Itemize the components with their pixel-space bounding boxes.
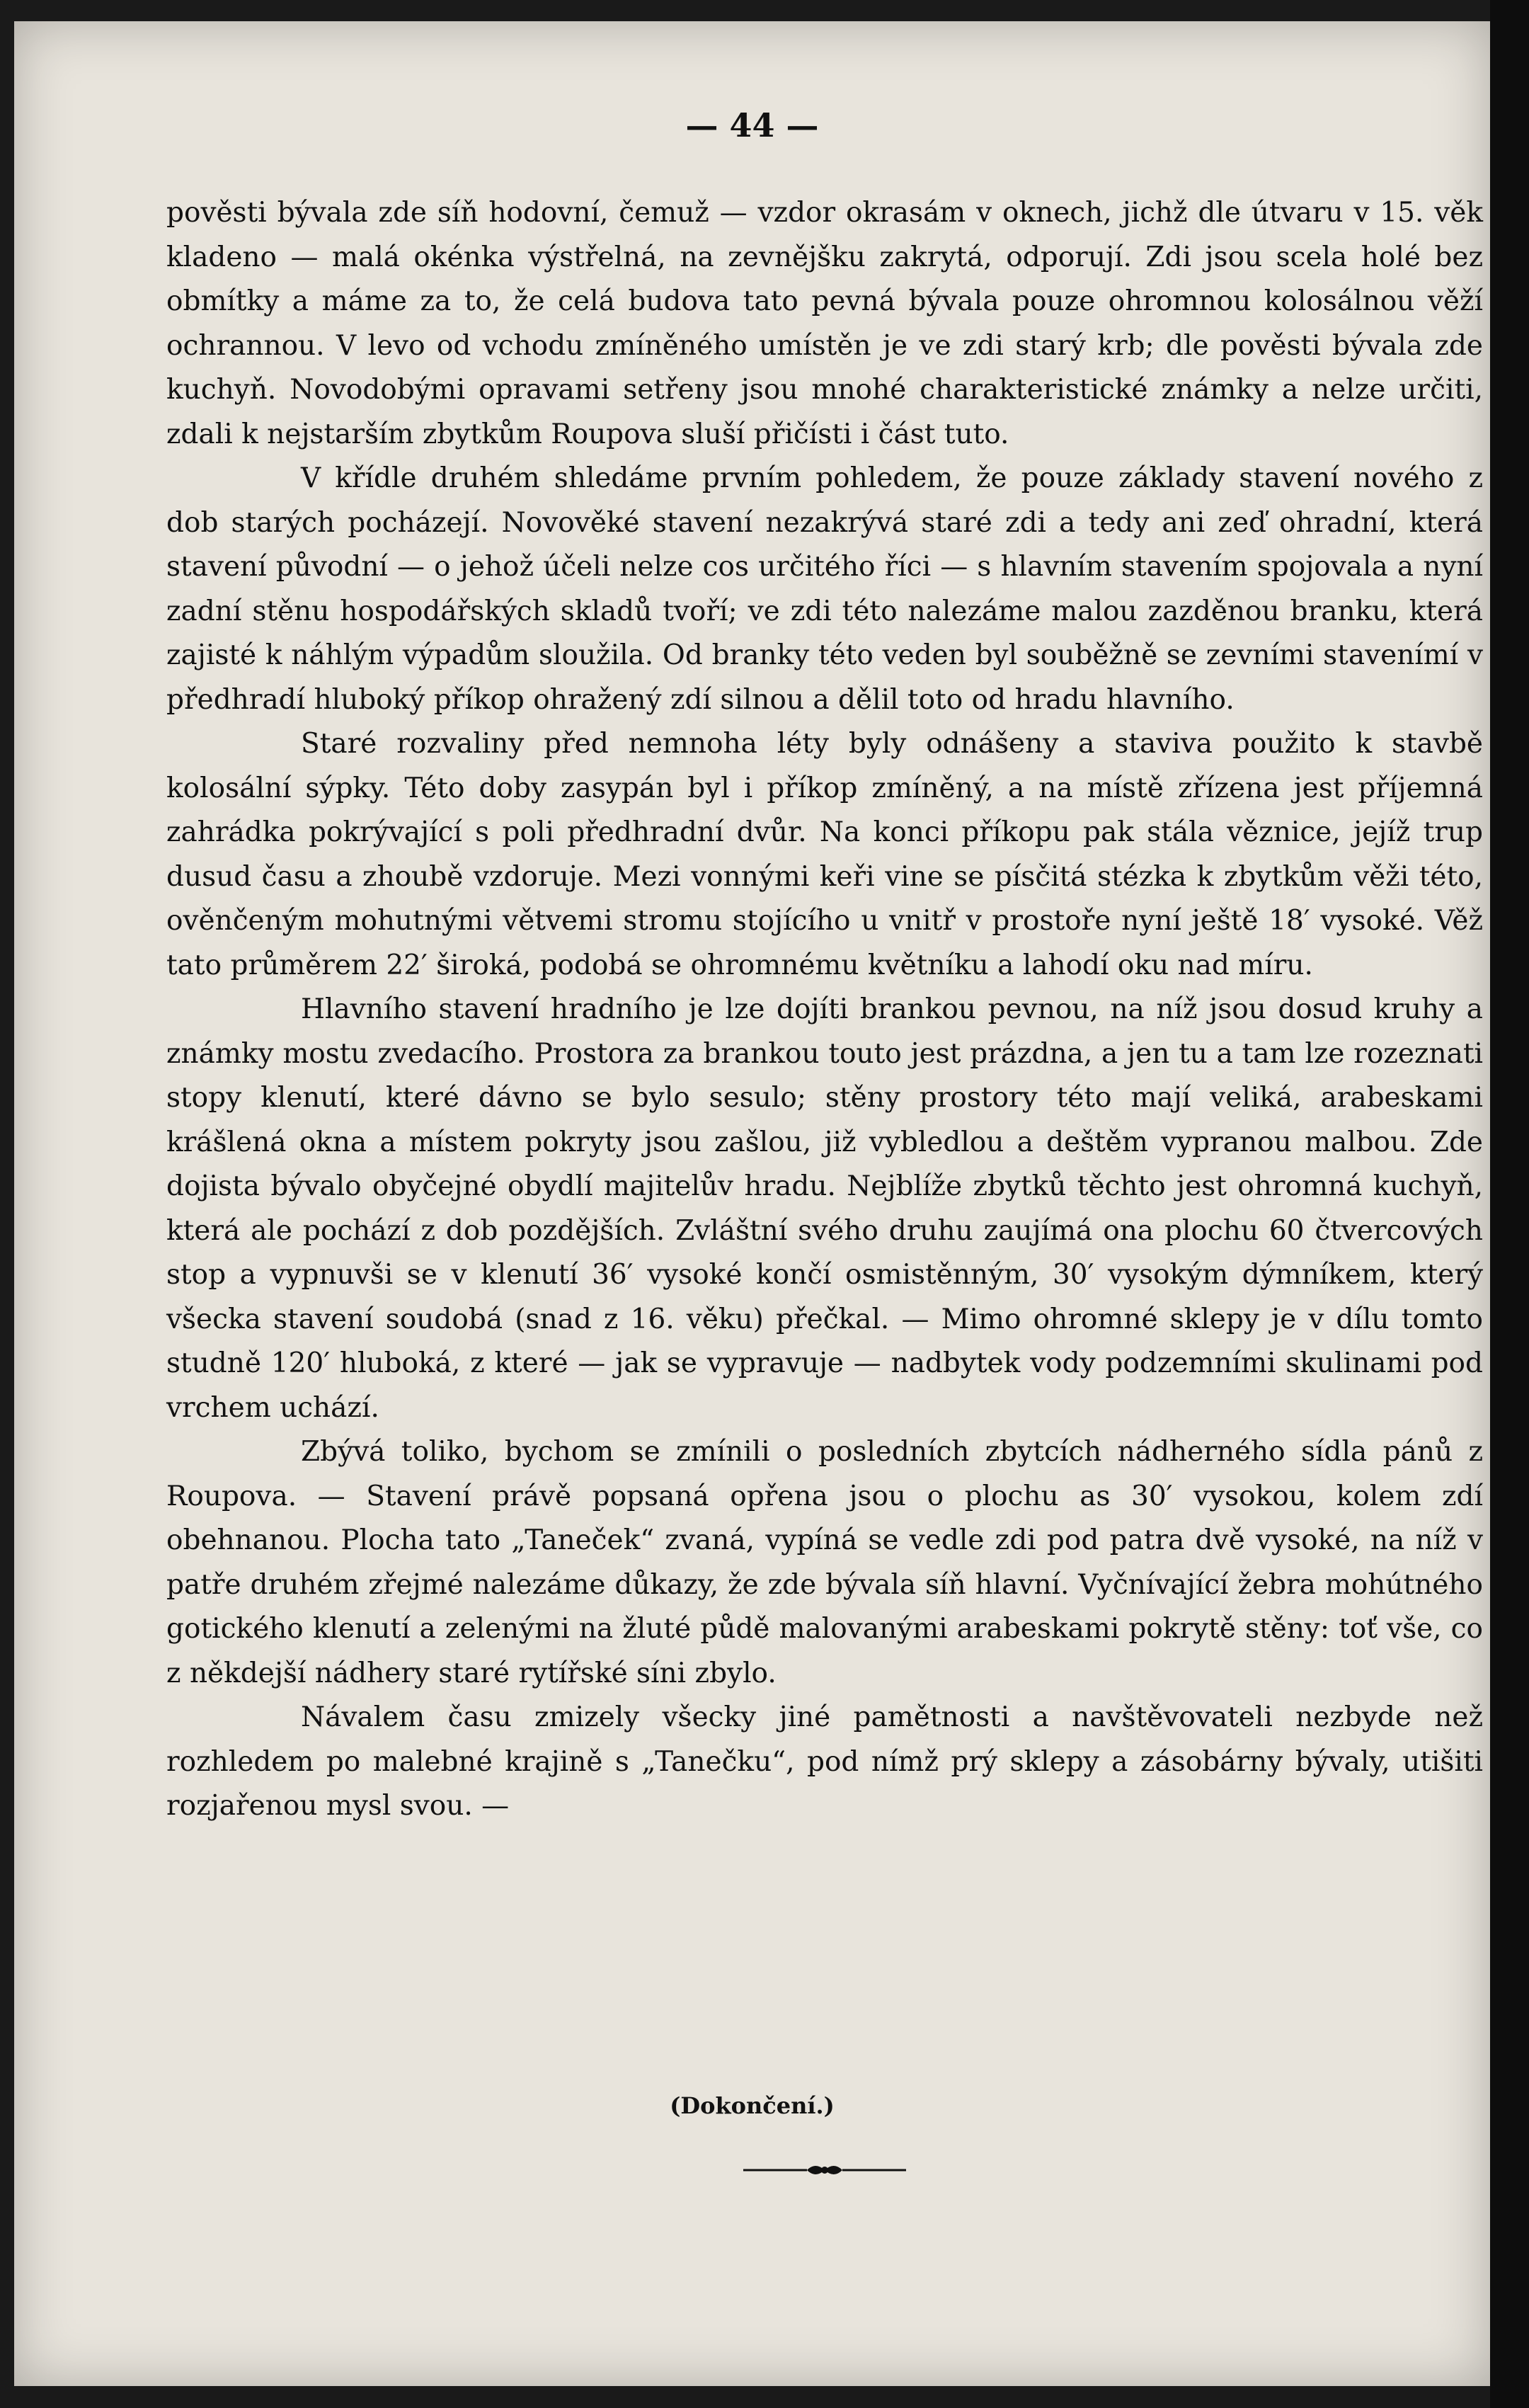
paragraph-5: Zbývá toliko, bychom se zmínili o posledních zbytcích nádherného sídla pánů z Roupova. — Stavení právě popsaná opřena jsou o plochu as 30′ vysokou, kolem zdí obehnanou. Plocha tato „Taneček“ zvaná, vypíná se vedle zdi pod patra dvě vysoké, na níž v patře druhém zřejmé nalezáme důkazy, že zde bývala síň hlavní. Vyčnívající žebra mohútného gotického klenutí a zelenými na žluté půdě malovanými arabeskami pokrytě stěny: toť vše, co z někdejší nádhery staré rytířské síni zbylo. — [166, 1436, 1483, 1689]
scan-edge — [1490, 0, 1529, 2408]
paragraph-1: pověsti bývala zde síň hodovní, čemuž — vzdor okrasám v oknech, jichž dle útvaru v 15. věk kladeno — malá okénka výstřelná, na zevnějšku zakrytá, odporují. Zdi jsou scela holé bez obmítky a máme za to, že celá budova tato pevná bývala pouze ohromnou kolosálnou věží ochrannou. V levo od vchodu zmíněného umístěn je ve zdi starý krb; dle pověsti bývala zde kuchyň. Novodobými opravami setřeny jsou mnohé charakteristické známky a nelze určiti, zdali k nejstarším zbytkům Roupova sluší přičísti i část tuto. — [166, 197, 1483, 450]
document-page — [14, 21, 1490, 2386]
ornament-rule-icon — [740, 2159, 910, 2181]
paragraph-2: V křídle druhém shledáme prvním pohledem, že pouze základy stavení nového z dob starých pocházejí. Novověké stavení nezakrývá staré zdi a tedy ani zeď ohradní, která stavení původní — o jehož účeli nelze cos určitého říci — s hlavním stavením spojovala a nyní zadní stěnu hospodářských skladů tvoří; ve zdi této nalezáme malou zazděnou branku, která zajisté k náhlým výpadům sloužila. Od branky této veden byl souběžně se zevními stavenímí v předhradí hluboký příkop ohražený zdí silnou a dělil toto od hradu hlavního. — [166, 462, 1483, 716]
paragraph-4: Hlavního stavení hradního je lze dojíti brankou pevnou, na níž jsou dosud kruhy a známky mostu zvedacího. Prostora za brankou touto jest prázdna, a jen tu a tam lze rozeznati stopy klenutí, které dávno se bylo sesulo; stěny prostory této mají veliká, arabeskami krášlená okna a místem pokryty jsou zašlou, již vybledlou a deštěm vypranou malbou. Zde dojista bývalo obyčejné obydlí majitelův hradu. Nejblíže zbytků těchto jest ohromná kuchyň, která ale pochází z dob pozdějších. Zvláštní svého druhu zaujímá ona plochu 60 čtvercových stop a vypnuvši se v klenutí 36′ vysoké končí osmistěnným, 30′ vysokým dýmníkem, který všecka stavení soudobá (snad z 16. věku) přečkal. — Mimo ohromné sklepy je v dílu tomto studně 120′ hluboká, z které — jak se vypravuje — nadbytek vody podzemními skulinami pod vrchem uchází. — [166, 993, 1483, 1424]
continued-note: (Dokončení.) — [670, 2092, 835, 2119]
page-number: — 44 — — [685, 106, 819, 144]
paragraph-3: Staré rozvaliny před nemnoha léty byly odnášeny a staviva použito k stavbě kolosální sýpky. Této doby zasypán byl i příkop zmíněný, a na místě zřízena jest příjemná zahrádka pokrývající s poli předhradní dvůr. Na konci příkopu pak stála věznice, jejíž trup dusud času a zhoubě vzdoruje. Mezi vonnými keři vine se písčitá stézka k zbytkům věži této, ověnčeným mohutnými větvemi stromu stojícího u vnitř v prostoře nyní ještě 18′ vysoké. Věž tato průměrem 22′ široká, podobá se ohromnému květníku a lahodí oku nad míru. — [166, 728, 1483, 981]
paragraph-6: Návalem času zmizely všecky jiné pamětnosti a navštěvovateli nezbyde než rozhledem po malebné krajině s „Tanečku“, pod nímž prý sklepy a zásobárny bývaly, utišiti rozjařenou mysl svou. — — [166, 1701, 1483, 1822]
article-body — [166, 191, 1483, 1829]
